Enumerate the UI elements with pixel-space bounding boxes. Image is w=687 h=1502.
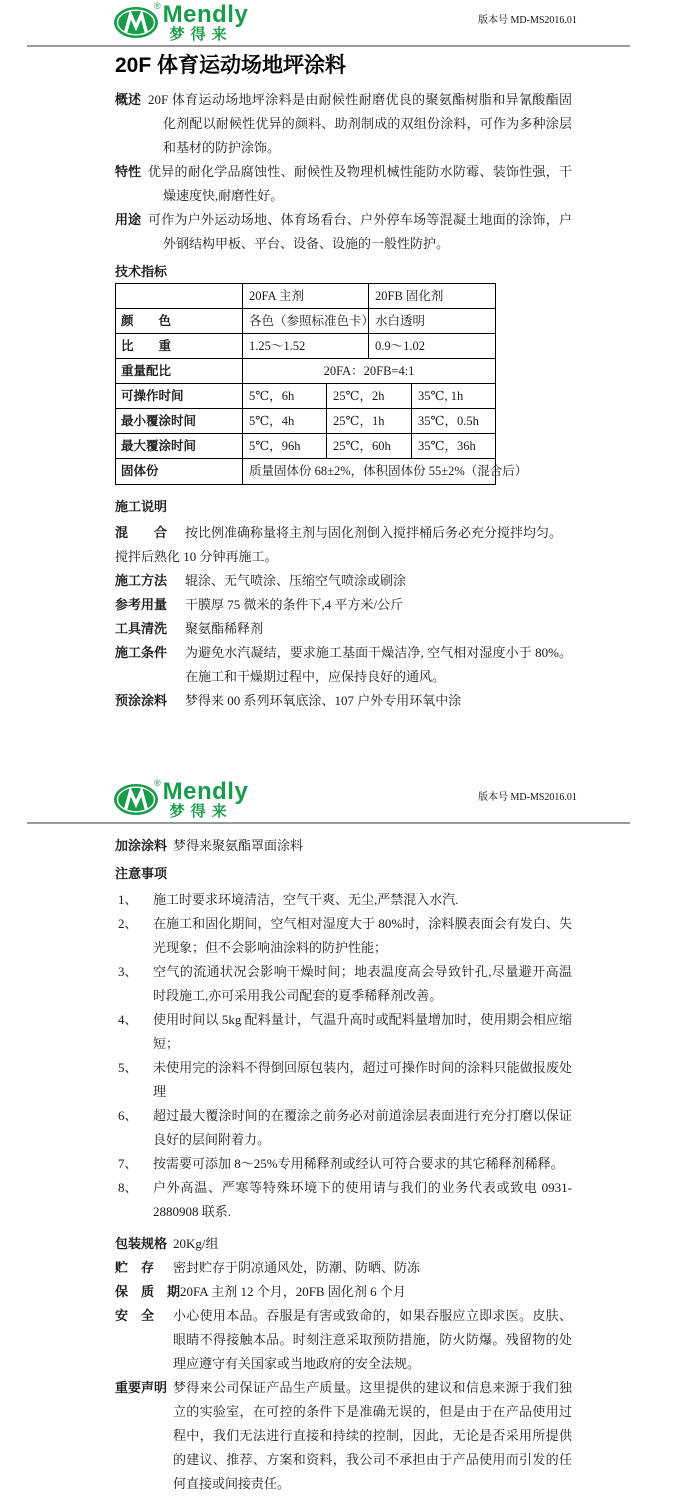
mendly-logo <box>113 3 248 43</box>
features-text: 优异的耐化学品腐蚀性、耐候性及物理机械性能防水防霉、装饰性强，干燥速度快,耐磨性好。 <box>148 164 572 203</box>
tech-specs-heading: 技术指标 <box>115 264 168 279</box>
header-20fa: 20FA 主剂 <box>243 284 369 308</box>
mendly-logo-ellipse-icon <box>113 5 160 39</box>
overview-label: 概述 <box>115 92 142 107</box>
note-item-7: 7、 按需要可添加 8～25%专用稀释剂或经认可符合要求的其它稀释剂稀释。 <box>118 1156 564 1171</box>
version-number: 版本号 MD-MS2016.01 <box>478 15 577 26</box>
tech-specs-table <box>115 283 528 485</box>
mendly-logo-ellipse-icon <box>113 782 160 816</box>
table-row-gravity: 比 重 1.25～1.52 0.9～1.02 <box>116 334 495 359</box>
features-label: 特性 <box>115 164 142 179</box>
features-paragraph <box>115 160 572 208</box>
note-item-1: 1、 施工时要求环境清洁，空气干爽、无尘,严禁混入水汽. <box>118 892 459 907</box>
uses-label: 用途 <box>115 212 142 227</box>
note-item-8: 8、 户外高温、严寒等特殊环境下的使用请与我们的业务代表或致电 0931-2880908 联系. <box>118 1180 572 1219</box>
coverage-row: 参考用量 干膜厚 75 微米的条件下,4 平方米/公斤 <box>115 597 404 612</box>
shelf-life-row: 保 质 期 20FA 主剂 12 个月，20FB 固化剂 6 个月 <box>115 1284 406 1299</box>
uses-text: 可作为户外运动场地、体育场看台、户外停车场等混凝土地面的涂饰，户外钢结构甲板、平台、设备、设施的一般性防护。 <box>148 212 572 251</box>
header-rule <box>27 45 630 47</box>
note-item-3: 3、 空气的流通状况会影响干燥时间；地表温度高会导致针孔,尽量避开高温时段施工,亦可采用我公司配套的夏季稀释剂改善。 <box>118 964 572 1003</box>
note-item-6: 6、 超过最大覆涂时间的在覆涂之前务必对前道涂层表面进行充分打磨以保证良好的层间附着力。 <box>118 1108 572 1147</box>
brand-text <box>163 780 249 820</box>
table-row-min-recoat: 最小覆涂时间 5℃，4h 25℃，1h 35℃，0.5h <box>116 409 495 434</box>
mixing-row: 混 合 按比例准确称量将主剂与固化剂倒入搅拌桶后务必充分搅拌均匀。 <box>115 525 563 540</box>
method-row: 施工方法 辊涂、无气喷涂、压缩空气喷涂或刷涂 <box>115 573 407 588</box>
brand-name-cn: 梦得来 <box>169 26 233 43</box>
overview-paragraph <box>115 88 572 160</box>
tool-cleaning-row: 工具清洗 聚氨酯稀释剂 <box>115 621 264 636</box>
page1-header <box>0 0 687 45</box>
disclaimer-row: 重要声明 梦得来公司保证产品生产质量。这里提供的建议和信息来源于我们独立的实验室，在可控的条件下是准确无误的，但是由于在产品使用过程中，我们无法进行直接和持续的控制，因此，无论是否采用所提供的建议、推荐、方案和资料，我公司不承担由于产品使用而引发的任何直接或间接责任。 <box>115 1380 572 1491</box>
product-title: 20F 体育运动场地坪涂料 <box>115 54 347 77</box>
topcoat-row: 加涂涂料 梦得来聚氨酯罩面涂料 <box>115 838 304 853</box>
footer-section <box>0 1232 687 1496</box>
packaging-row: 包装规格 20Kg/组 <box>115 1236 219 1251</box>
mixing-continuation: 搅拌后熟化 10 分钟再施工。 <box>115 549 278 564</box>
construction-section <box>115 521 572 713</box>
registered-trademark-icon: ® <box>154 778 161 788</box>
table-row-solids: 固体份 质量固体份 68±2%，体积固体份 55±2%（混合后） <box>116 459 495 484</box>
note-item-5: 5、 未使用完的涂料不得倒回原包装内，超过可操作时间的涂料只能做报废处理 <box>118 1060 572 1099</box>
brand-name-en: Mendly <box>162 778 249 805</box>
table-row-header <box>116 284 495 309</box>
intro-paragraphs <box>115 88 572 256</box>
brand-name-cn: 梦得来 <box>169 803 233 820</box>
mendly-logo <box>113 780 248 820</box>
header-rule <box>27 822 630 824</box>
table-row-pot-life: 可操作时间 5℃，6h 25℃，2h 35℃, 1h <box>116 384 495 409</box>
construction-heading: 施工说明 <box>115 499 168 514</box>
header-empty-cell <box>116 284 243 308</box>
brand-name-en: Mendly <box>162 1 249 28</box>
version-number: 版本号 MD-MS2016.01 <box>478 792 577 803</box>
uses-paragraph <box>115 208 572 256</box>
note-item-4: 4、 使用时间以 5kg 配料量计，气温升高时或配料量增加时，使用期会相应缩短； <box>118 1012 572 1051</box>
table-row-ratio: 重量配比 20FA：20FB=4:1 <box>116 359 495 384</box>
conditions-row: 施工条件 为避免水汽凝结，要求施工基面干燥洁净, 空气相对湿度小于 80%。在施工和干燥期过程中，应保持良好的通风。 <box>115 645 572 684</box>
page2-header <box>0 777 687 822</box>
brand-text <box>163 3 249 43</box>
storage-row: 贮 存 密封贮存于阴凉通风处，防潮、防晒、防冻 <box>115 1260 421 1275</box>
overview-text: 20F 体育运动场地坪涂料是由耐候性耐磨优良的聚氨酯树脂和异氰酸酯固化剂配以耐候性优异的颜料、助剂制成的双组份涂料，可作为多种涂层和基材的防护涂饰。 <box>148 92 572 155</box>
note-item-2: 2、 在施工和固化期间，空气相对湿度大于 80%时，涂料膜表面会有发白、失光现象；但不会影响油涂料的防护性能； <box>118 916 572 955</box>
notes-heading: 注意事项 <box>115 866 168 881</box>
header-20fb: 20FB 固化剂 <box>375 288 444 303</box>
page-gap <box>0 713 687 777</box>
safety-row: 安 全 小心使用本品。吞服是有害或致命的，如果吞服应立即求医。皮肤、眼睛不得接触本品。时刻注意采取预防措施，防火防爆。残留物的处理应遵守有关国家或当地政府的安全法规。 <box>115 1308 572 1371</box>
precoat-row: 预涂涂料 梦得来 00 系列环氧底涂、107 户外专用环氧中涂 <box>115 693 462 708</box>
notes-list <box>118 888 572 1224</box>
table-row-color: 颜 色 各色（参照标准色卡） 水白透明 <box>116 309 495 334</box>
registered-trademark-icon: ® <box>154 1 161 11</box>
table-row-max-recoat: 最大覆涂时间 5℃，96h 25℃，60h 35℃，36h <box>116 434 495 459</box>
